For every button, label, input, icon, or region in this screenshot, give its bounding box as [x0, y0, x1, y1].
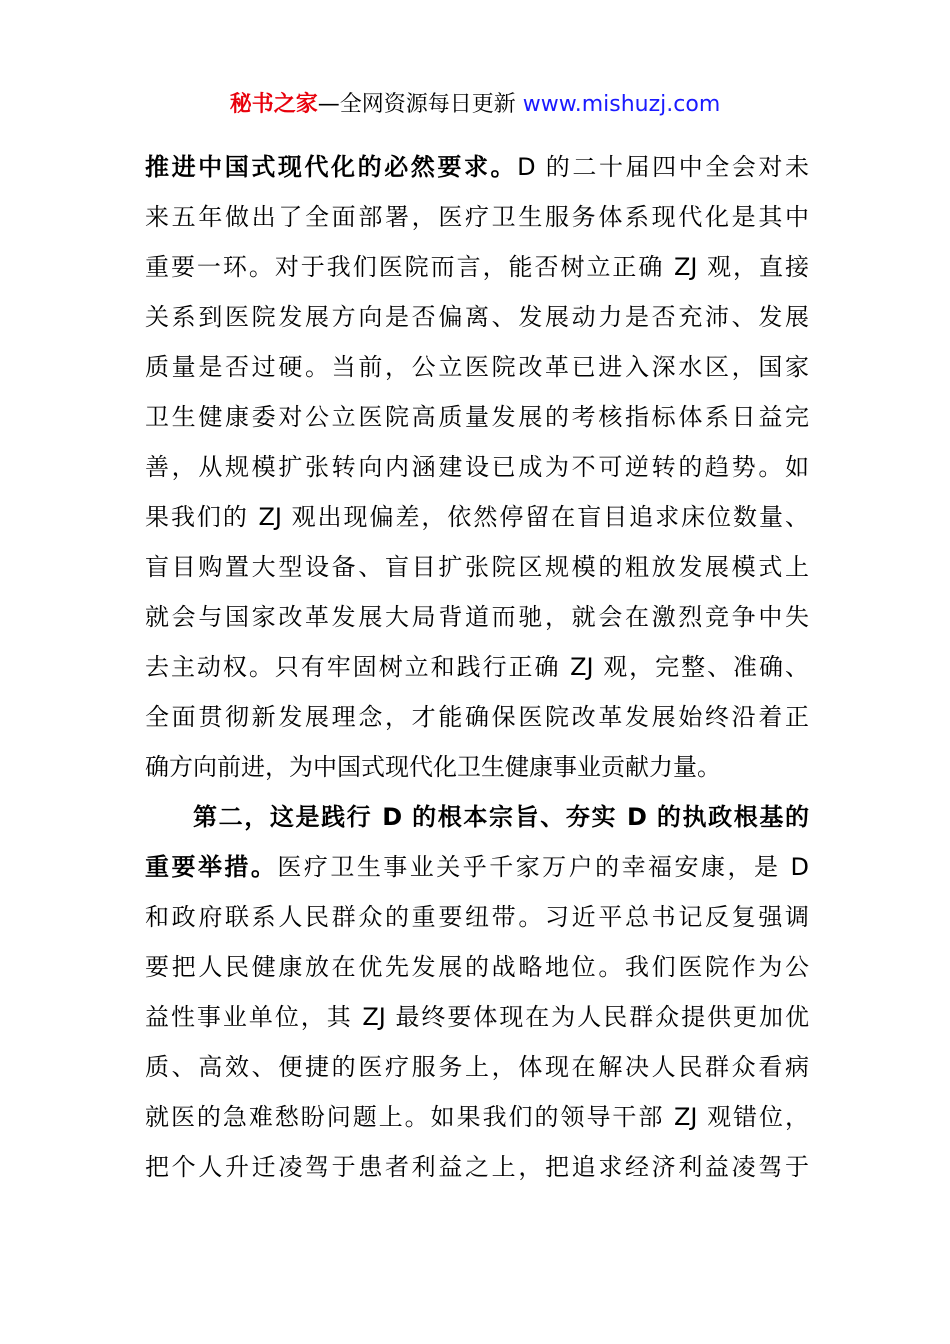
bold-lead: 重要举措。 — [145, 853, 278, 881]
text-line: 益性事业单位，其 ZJ 最终要体现在为人民群众提供更加优 — [145, 1003, 809, 1031]
text-line: 卫生健康委对公立医院高质量发展的考核指标体系日益完 — [145, 403, 809, 431]
site-brand: 秘书之家 — [229, 92, 318, 117]
text-line: 去主动权。只有牢固树立和践行正确 ZJ 观，完整、准确、 — [145, 653, 809, 681]
text-line: 确方向前进，为中国式现代化卫生健康事业贡献力量。 — [145, 753, 721, 781]
text-line — [145, 792, 809, 842]
text-line: 全面贯彻新发展理念，才能确保医院改革发展始终沿着正 — [145, 703, 809, 731]
text-line: 关系到医院发展方向是否偏离、发展动力是否充沛、发展 — [145, 303, 809, 331]
text-line: 质、高效、便捷的医疗服务上，体现在解决人民群众看病 — [145, 1053, 809, 1081]
site-tagline: —全网资源每日更新 — [317, 92, 523, 117]
document-body — [145, 142, 809, 1192]
text-line: 善，从规模扩张转向内涵建设已成为不可逆转的趋势。如 — [145, 453, 809, 481]
site-header — [0, 88, 950, 122]
text-line: 质量是否过硬。当前，公立医院改革已进入深水区，国家 — [145, 353, 809, 381]
text-line: 来五年做出了全面部署，医疗卫生服务体系现代化是其中 — [145, 203, 809, 231]
text-line: 重要一环。对于我们医院而言，能否树立正确 ZJ 观，直接 — [145, 253, 809, 281]
text-line: 要把人民健康放在优先发展的战略地位。我们医院作为公 — [145, 953, 809, 981]
text-line: 推进中国式现代化的必然要求。D 的二十届四中全会对未 — [145, 153, 810, 181]
bold-heading: 第二，这是践行 D 的根本宗旨、夯实 D 的执政根基的 — [193, 803, 809, 831]
bold-lead: 推进中国式现代化的必然要求。 — [145, 153, 518, 181]
text-line: 就医的急难愁盼问题上。如果我们的领导干部 ZJ 观错位， — [145, 1103, 809, 1131]
text-line: 果我们的 ZJ 观出现偏差，依然停留在盲目追求床位数量、 — [145, 503, 809, 531]
text-line: 重要举措。医疗卫生事业关乎千家万户的幸福安康，是 D — [145, 853, 810, 881]
site-url-link[interactable]: www.mishuzj.com — [522, 92, 721, 117]
text-line: 就会与国家改革发展大局背道而驰，就会在激烈竞争中失 — [145, 603, 809, 631]
text-line: 把个人升迁凌驾于患者利益之上，把追求经济利益凌驾于 — [145, 1153, 809, 1181]
text-line: 和政府联系人民群众的重要纽带。习近平总书记反复强调 — [145, 903, 809, 931]
text-line: 盲目购置大型设备、盲目扩张院区规模的粗放发展模式上 — [145, 553, 809, 581]
